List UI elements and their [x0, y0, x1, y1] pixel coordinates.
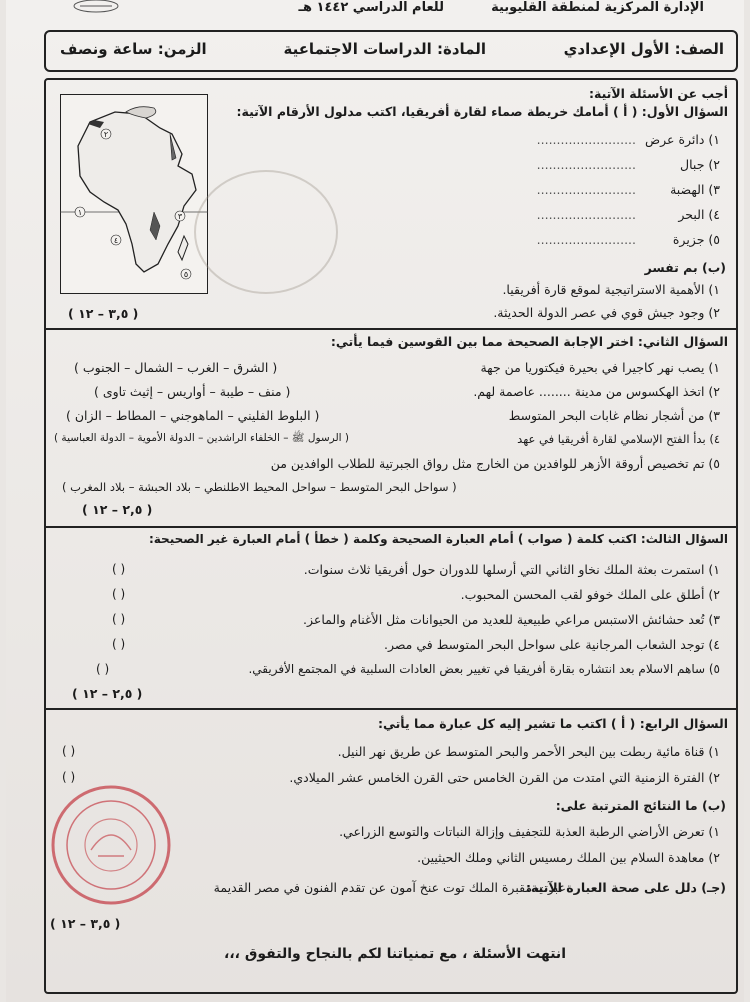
q4-c-text: عبرت مقبرة الملك توت عنخ آمون عن تقدم الفنون في مصر القديمة — [213, 880, 566, 895]
answer-box[interactable]: ( ) — [62, 744, 76, 758]
q2-item-3: ٣) من أشجار نظام غابات البحر المتوسط — [508, 408, 720, 423]
q1-item-1: ١) دائرة عرض — [645, 132, 720, 147]
q4-c-title: (جـ) دلل على صحة العبارة الآتية: — [525, 880, 726, 895]
q4-b-title: (ب) ما النتائج المترتبة على: — [555, 798, 726, 813]
q3-title: السؤال الثالث: اكتب كلمة ( صواب ) أمام العبارة الصحيحة وكلمة ( خطأ ) أمام العبارة غير الصحيحة: — [148, 532, 728, 546]
time-label: الزمن: ساعة ونصف — [60, 40, 207, 58]
africa-blank-map — [60, 94, 208, 294]
answer-box[interactable]: ( ) — [112, 562, 126, 576]
q1-item-5: ٥) جزيرة — [672, 232, 720, 247]
answer-box[interactable]: ( ) — [112, 637, 126, 651]
admin-title: الإدارة المركزية لمنطقة القليوبية — [491, 0, 704, 15]
footer-note: انتهت الأسئلة ، مع تمنياتنا لكم بالنجاح والتفوق ،،، — [224, 946, 566, 962]
answer-box[interactable]: ( ) — [112, 587, 126, 601]
q1-score: ( ٣,٥ – ١٢ ) — [68, 306, 139, 321]
map-label-2: ١ — [77, 208, 83, 217]
answer-box[interactable]: ( ) — [62, 770, 76, 784]
q2-item-1: ١) يصب نهر كاجيرا في بحيرة فيكتوريا من جهة — [480, 360, 720, 375]
q3-item-4: ٤) توجد الشعاب المرجانية على سواحل البحر المتوسط في مصر. — [383, 637, 720, 652]
q3-item-5: ٥) ساهم الاسلام بعد انتشاره بقارة أفريقيا في تغيير بعض العادات السلبية في المجتمع الأفريقي. — [248, 662, 720, 676]
instructions: أجب عن الأسئلة الآتية: — [588, 86, 728, 101]
top-strip — [6, 0, 744, 22]
answer-line[interactable]: ......................... — [536, 207, 636, 222]
q3-item-2: ٢) أطلق على الملك خوفو لقب المحسن المحبوب. — [460, 587, 720, 602]
q2-options-3: ( البلوط الفليني – الماهوجني – المطاط – الزان ) — [66, 408, 320, 423]
subject-label: المادة: الدراسات الاجتماعية — [283, 40, 486, 58]
q1-title: السؤال الأول: ( أ ) أمامك خريطة صماء لقارة أفريقيا، اكتب مدلول الأرقام الآتية: — [236, 104, 728, 119]
q1-b-title: (ب) بم تفسر — [644, 260, 726, 275]
q1-b-item-2: ٢) وجود جيش قوي في عصر الدولة الحديثة. — [493, 305, 720, 320]
q2-options-2: ( منف – طيبة – أواريس – إثيث تاوى ) — [94, 384, 291, 399]
answer-line[interactable]: ......................... — [536, 157, 636, 172]
map-label-1: ٢ — [103, 130, 109, 139]
q2-item-5: ٥) تم تخصيص أروقة الأزهر للوافدين من الخارج مثل رواق الجبرتية للطلاب الوافدين من — [270, 456, 720, 471]
logo-icon — [66, 0, 126, 14]
q4-item-2: ٢) الفترة الزمنية التي امتدت من القرن الخامس حتى القرن الخامس عشر الميلادي. — [289, 770, 720, 785]
answer-box[interactable]: ( ) — [112, 612, 126, 626]
q2-options-1: ( الشرق – الغرب – الشمال – الجنوب ) — [74, 360, 278, 375]
q2-score: ( ٢,٥ – ١٢ ) — [82, 502, 153, 517]
exam-paper — [6, 0, 744, 1002]
q2-title: السؤال الثاني: اختر الإجابة الصحيحة مما بين القوسين فيما يأتي: — [330, 334, 728, 349]
q2-item-4: ٤) بدأ الفتح الإسلامي لقارة أفريقيا في عهد — [517, 432, 720, 446]
grade-label: الصف: الأول الإعدادي — [563, 40, 724, 58]
q4-b-item-1: ١) تعرض الأراضي الرطبة العذبة للتجفيف وإزالة النباتات والتوسع الزراعي. — [339, 824, 720, 839]
q2-options-4: ( الرسول ﷺ – الخلفاء الراشدين – الدولة الأموية – الدولة العباسية ) — [54, 432, 350, 444]
school-stamp — [194, 170, 338, 294]
answer-box[interactable]: ( ) — [96, 662, 110, 676]
q1-item-3: ٣) الهضبة — [670, 182, 720, 197]
q4-score: ( ٣,٥ – ١٢ ) — [50, 916, 121, 931]
answer-line[interactable]: ......................... — [536, 182, 636, 197]
q3-item-3: ٣) تُعد حشائش الاستبس مراعي طبيعية للعديد من الحيوانات مثل الأغنام والماعز. — [303, 612, 720, 627]
exam-body — [44, 78, 738, 994]
header-box — [44, 30, 738, 72]
answer-line[interactable]: ......................... — [536, 132, 636, 147]
official-seal-icon — [46, 780, 176, 910]
map-label-3: ٣ — [177, 212, 183, 221]
q3-score: ( ٢,٥ – ١٢ ) — [72, 686, 143, 701]
q4-item-1: ١) قناة مائية ربطت بين البحر الأحمر والبحر المتوسط عن طريق نهر النيل. — [337, 744, 720, 759]
q2-options-5: ( سواحل البحر المتوسط – سواحل المحيط الاطلنطي – بلاد الحبشة – بلاد المغرب ) — [62, 480, 457, 494]
answer-line[interactable]: ......................... — [536, 232, 636, 247]
map-label-4: ٤ — [113, 236, 119, 245]
q3-item-1: ١) استمرت بعثة الملك نخاو الثاني التي أرسلها للدوران حول أفريقيا ثلاث سنوات. — [303, 562, 720, 577]
q1-b-item-1: ١) الأهمية الاستراتيجية لموقع قارة أفريقيا. — [502, 282, 720, 297]
q4-title: السؤال الرابع: ( أ ) اكتب ما تشير إليه كل عبارة مما يأتي: — [377, 716, 728, 731]
q4-b-item-2: ٢) معاهدة السلام بين الملك رمسيس الثاني وملك الحيثيين. — [417, 850, 720, 865]
school-year: للعام الدراسي ١٤٤٢ هـ — [298, 0, 444, 15]
map-label-5: ٥ — [183, 270, 189, 279]
q2-item-2: ٢) اتخذ الهكسوس من مدينة ........ عاصمة لهم. — [473, 384, 720, 399]
q1-item-2: ٢) جبال — [680, 157, 720, 172]
q1-item-4: ٤) البحر — [678, 207, 720, 222]
